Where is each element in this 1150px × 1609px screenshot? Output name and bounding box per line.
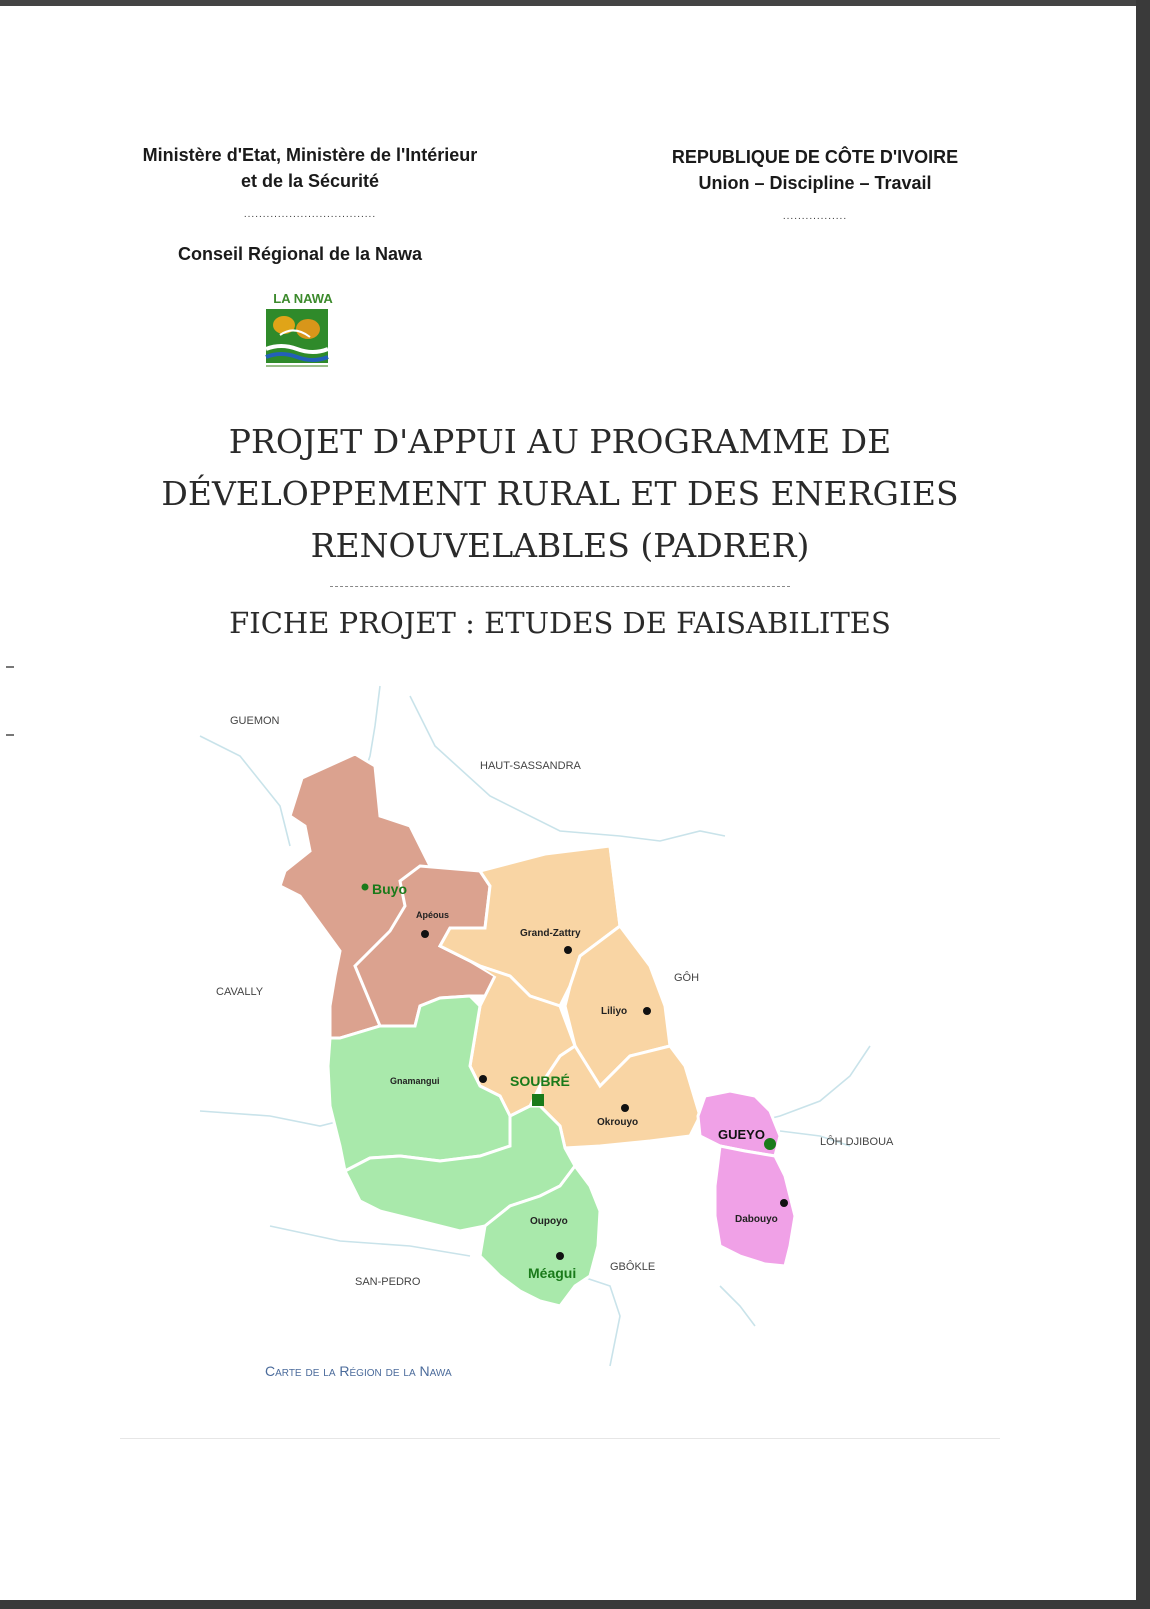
town-label-meagui: Méagui xyxy=(528,1265,577,1281)
capital-marker xyxy=(532,1094,544,1106)
town-label-okrouyo: Okrouyo xyxy=(597,1117,639,1128)
republic-separator: ................. xyxy=(782,211,848,222)
town-dot xyxy=(421,930,429,938)
town-label-grand-zattry: Grand-Zattry xyxy=(520,928,581,939)
title-line2: DÉVELOPPEMENT RURAL ET DES ENERGIES xyxy=(161,474,959,513)
document-title xyxy=(120,416,1000,572)
neighbor-loh-djiboua: LÔH DJIBOUA xyxy=(820,1136,894,1148)
town-dot xyxy=(556,1252,564,1260)
neighbor-gbokle: GBÔKLE xyxy=(610,1261,656,1273)
town-label-oupoyo: Oupoyo xyxy=(530,1216,568,1227)
neighbor-guemon: GUEMON xyxy=(230,715,280,727)
logo-label: LA NAWA xyxy=(273,291,333,306)
town-dot xyxy=(621,1104,629,1112)
neighbor-haut-sassandra: HAUT-SASSANDRA xyxy=(480,760,581,772)
title-line1: PROJET D'APPUI AU PROGRAMME DE xyxy=(228,422,892,461)
town-dot xyxy=(780,1199,788,1207)
scan-mark xyxy=(6,666,14,668)
town-label-dabouyo: Dabouyo xyxy=(735,1214,778,1225)
title-divider xyxy=(330,586,790,587)
map-frame-edge xyxy=(120,1438,1000,1439)
town-dot xyxy=(564,946,572,954)
map-caption: Carte de la Région de la Nawa xyxy=(265,1363,452,1379)
town-label-gnamangui: Gnamangui xyxy=(390,1076,440,1086)
ministry-line1: Ministère d'Etat, Ministère de l'Intérieur xyxy=(142,145,478,165)
title-line3: RENOUVELABLES (PADRER) xyxy=(310,526,810,565)
scan-mark xyxy=(6,734,14,736)
town-label-liliyo: Liliyo xyxy=(601,1006,628,1017)
ministry-separator: ................................... xyxy=(243,209,377,220)
ministry-line2: et de la Sécurité xyxy=(240,171,380,191)
neighbor-san-pedro: SAN-PEDRO xyxy=(355,1276,421,1288)
town-label-apeous: Apéous xyxy=(416,910,450,920)
town-dot xyxy=(362,884,369,891)
ministry-header xyxy=(120,142,500,228)
neighbor-goh: GÔH xyxy=(674,972,700,984)
neighbor-cavally: CAVALLY xyxy=(216,986,264,998)
conseil-regional: Conseil Régional de la Nawa xyxy=(177,244,423,264)
la-nawa-logo xyxy=(262,291,344,381)
town-dot xyxy=(764,1138,776,1150)
town-label-buyo: Buyo xyxy=(372,881,407,897)
town-label-gueyo: GUEYO xyxy=(718,1127,765,1142)
republic-header xyxy=(655,144,975,230)
republic-line1: REPUBLIQUE DE CÔTE D'IVOIRE xyxy=(671,147,959,167)
town-dot xyxy=(479,1075,487,1083)
town-dot xyxy=(643,1007,651,1015)
republic-motto: Union – Discipline – Travail xyxy=(698,173,932,193)
town-label-soubre: SOUBRÉ xyxy=(510,1073,570,1089)
nawa-region-map xyxy=(180,666,1000,1426)
document-subtitle: FICHE PROJET : ETUDES DE FAISABILITES xyxy=(229,606,891,640)
